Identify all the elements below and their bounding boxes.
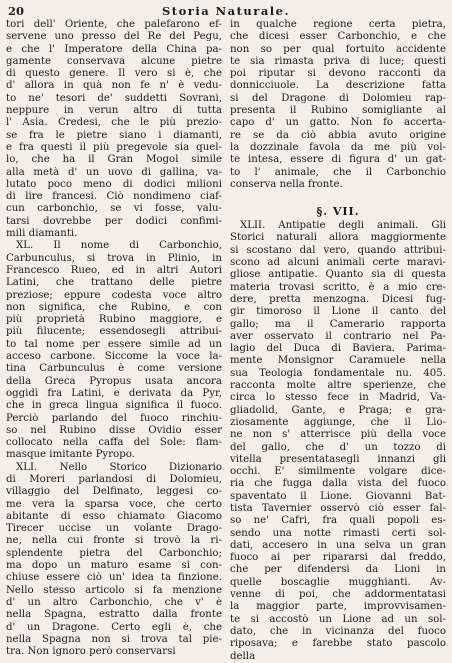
right-column [230, 19, 446, 663]
text-line: te si accostò un Lione ad un sol- [230, 613, 446, 625]
text-line: e che l' Imperatore della China pa- [6, 43, 222, 55]
text-line: to tal nome per essere simile ad un [6, 338, 222, 350]
text-line: occhi. E' similmente volgare dice- [230, 466, 446, 478]
text-line: acceso carbone. Siccome la voce la- [6, 351, 222, 363]
text-line: poi riputar si devono racconti da [230, 68, 446, 80]
text-line: sendo una notte rimasti certi sol- [230, 527, 446, 539]
text-line: XL. Il nome di Carbonchio, [16, 240, 222, 252]
text-line: gliadolid, Gante, e Praga; e gra- [230, 404, 446, 416]
text-line: alla metà d' un uovo di gallina, va- [6, 166, 222, 178]
text-line: ria che fugga dalla vista del fuoco [230, 478, 446, 490]
text-line: non significa, che Rubino, e con [6, 301, 222, 313]
text-line: riposava; e farebbe stato pascolo [230, 638, 446, 650]
text-line: tista Tavernier osservò ciò esser fal- [230, 502, 446, 514]
text-line: te sia rimasta priva di luce; questi [230, 55, 446, 67]
text-line: Nello stesso articolo si fa menzione [6, 584, 222, 596]
text-line: di questo genere. Il vero si è, che [6, 68, 222, 80]
left-column [6, 19, 222, 663]
text-line: cun carbonchio, se vi fosse, valu- [6, 203, 222, 215]
text-line: scono ad alcuni animali certe maravi- [230, 257, 446, 269]
running-head [6, 4, 446, 18]
text-line: quelle boscaglie mugghianti. Av- [230, 576, 446, 588]
text-line: in qualche regione certa pietra, [230, 19, 446, 30]
text-line: splendente pietra del Carbonchio; [6, 547, 222, 559]
text-line: che dicesi esser Carbonchio, e che [230, 31, 446, 43]
text-line: gir timoroso il Lione il canto del [230, 306, 446, 318]
text-line: re se da ciò abbia avuto origine [230, 129, 446, 141]
text-line: mili diamanti. [6, 228, 78, 240]
text-line: preziose; eppure codesta voce altro [6, 289, 222, 301]
right-column-top [230, 19, 446, 191]
section-heading: §. VII. [316, 205, 360, 219]
text-line: tina Carbunculus è come versione [6, 363, 222, 375]
text-line: spaventato il Lione. Giovanni Bat- [230, 490, 446, 502]
text-line: Storici naturali allora maggiormente [230, 232, 446, 244]
text-line: e fra questi il più pregevole sia quel- [6, 141, 222, 153]
text-line: so ne' Cafri, fra quali popoli es- [230, 515, 446, 527]
text-line: Tirecer uccise un volante Drago- [6, 523, 222, 535]
text-line: racconta molte altre sperienze, che [230, 380, 446, 392]
text-line: abitante di esso chiamato Giacomo [6, 510, 222, 522]
text-line: se fra le pietre siano i diamanti, [6, 129, 222, 141]
text-line: gliose antipatie. Quanto sia di questa [230, 269, 446, 281]
text-line: Carbunculus, si trova in Plinio, in [6, 252, 222, 264]
text-line: mente Monsignor Caramuele nella [230, 355, 446, 367]
text-line: collocato nella caffa del Sole: flam- [6, 437, 222, 449]
text-line: circa lo stesso fece in Madrid, Va- [230, 392, 446, 404]
right-column-bottom [230, 220, 446, 663]
text-line: vitella presentatasegli innanzi gli [230, 453, 446, 465]
text-line: gamente conservava alcune pietre [6, 55, 222, 67]
text-line: lutato poco meno di dodici milioni [6, 178, 222, 190]
text-line: to ne' tesori de' suddetti Sovrani, [6, 92, 222, 104]
text-line: nella Spagna non si trova tal pie- [6, 633, 222, 645]
text-line: della [230, 650, 256, 662]
text-line: d' allora in quà non fe n' è vedu- [6, 80, 222, 92]
text-line: venne di poi, che addormentatasi [230, 589, 446, 601]
text-line: tori dell' Oriente, che palefarono ef- [6, 19, 222, 30]
text-line: la dozzinale favola da me più vol- [230, 141, 446, 153]
text-line: materia trovasi scritto, è a mio cre- [230, 281, 446, 293]
running-title: Storia Naturale. [161, 4, 290, 18]
text-line: che per difendersi da Lioni in [230, 564, 446, 576]
text-line: dato, che in vicinanza del fuoco [230, 625, 446, 637]
text-line: ne non s' atterrisce più della voce [230, 429, 446, 441]
text-line: XLII. Antipatie degli animali. Gli [240, 220, 446, 232]
text-line: tra. Non ignoro però conservarsi [6, 646, 176, 658]
text-line: capo d' un gatto. Non fo accerta- [230, 117, 446, 129]
text-line: che in greca lingua significa il fuoco. [6, 400, 222, 412]
text-line: lo, che ha il Gran Mogol simile [6, 154, 222, 166]
text-line: sua Teologia fondamentale nu. 405. [230, 367, 446, 379]
text-line: Perciò parlando del fuoco rinchiu- [6, 412, 222, 424]
text-line: si scostano dal vero, quando attribui- [230, 244, 446, 256]
text-line: presenta il Rubino somigliante al [230, 105, 446, 117]
text-line: d' un altro Carbonchio, che v' è [6, 596, 222, 608]
text-line: si del Dragone di Dolomieu rap- [230, 92, 446, 104]
text-line: oggidì fra Latini, e derivata da Pyr, [6, 387, 222, 399]
text-line: te intesa, essere di figura d' un gat- [230, 154, 446, 166]
text-line: XLI. Nello Storico Dizionario [16, 461, 222, 473]
text-line: Francesco Rueo, ed in altri Autori [6, 264, 222, 276]
text-line: fuoco ai per ripararsi dal freddo, [230, 552, 446, 564]
text-line: chiuse essere ciò un' idea ta finzione. [6, 572, 222, 584]
text-line: villaggio del Delfinato, leggesi co- [6, 486, 222, 498]
text-line: aver osservato il contrario nel Pa- [230, 330, 446, 342]
text-line: masque imitante Pyropo. [6, 449, 135, 461]
text-line: di lire francesi. Ciò nondimeno ciaf- [6, 191, 222, 203]
text-line: tarsi dovrebbe per dodici confimi- [6, 215, 222, 227]
text-line: ne, nella cui fronte si trovò la ri- [6, 535, 222, 547]
text-line: ma dopo un maturo esame si con- [6, 560, 222, 572]
text-line: più filucente; essendosegli attribui- [6, 326, 222, 338]
text-line: conserva nella fronte. [230, 178, 343, 190]
text-line: me vera la sparsa voce, che certo [6, 498, 222, 510]
text-line: donnicciuole. La descrizione fatta [230, 80, 446, 92]
text-line: della Greca Pyropus usata ancora [6, 375, 222, 387]
text-line: dati, accesero in una selva un gran [230, 539, 446, 551]
text-line: servene uno presso del Re del Pegu, [6, 31, 222, 43]
text-line: ziosamente aggiunge, che il Lio- [230, 416, 446, 428]
text-line: più proprietà Rubino maggiore, e [6, 314, 222, 326]
text-line: Latini, che trattano delle pietre [6, 277, 222, 289]
text-line: gallo; ma il Camerario rapporta [230, 318, 446, 330]
text-line: so nel Rubino disse Ovidio esser [6, 424, 222, 436]
text-line: d' un Dragone. Certo egli è, che [6, 621, 222, 633]
text-line: dere, pretta menzogna. Dicesi fug- [230, 293, 446, 305]
text-line: to l' animale, che il Carbonchio [230, 166, 446, 178]
text-columns [6, 19, 446, 663]
text-line: nella Spagna, estratto dalla fronte [6, 609, 222, 621]
text-line: del gallo, che d' un tozzo di [230, 441, 446, 453]
text-line: non so per qual fortuito accidente [230, 43, 446, 55]
text-line: lagio del Duca di Baviera. Parima- [230, 343, 446, 355]
text-line: l' Asia. Credesi, che le più prezio- [6, 117, 222, 129]
text-line: neppure in verun altro di tutta [6, 105, 222, 117]
text-line: la maggior parte, improvvisamen- [230, 601, 446, 613]
text-line: di Moreri parlandosi di Dolomieu, [6, 473, 222, 485]
page-number: 20 [8, 4, 25, 18]
